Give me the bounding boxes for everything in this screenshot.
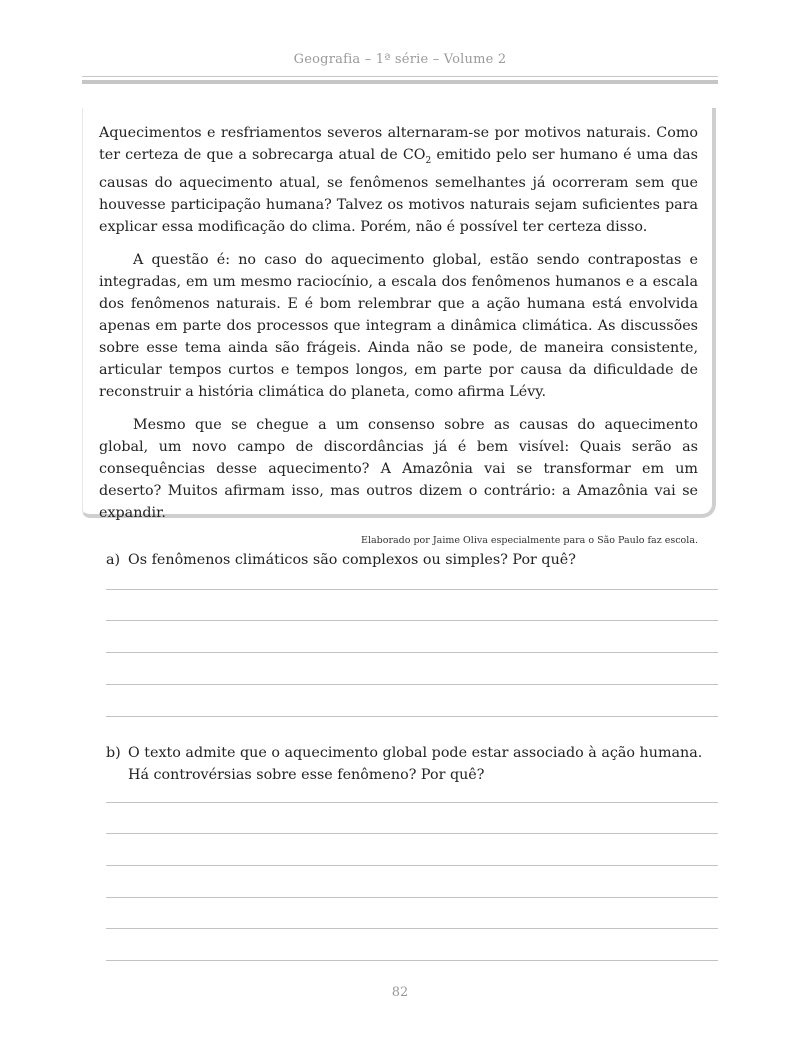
question-a [106,549,718,571]
header-rule-thin [82,76,718,77]
header-rule [82,76,718,84]
answer-line-a-2[interactable] [106,620,718,621]
question-a-text: Os fenômenos climáticos são complexos ou simples? Por quê? [128,552,576,568]
paragraph-2: A questão é: no caso do aquecimento global, estão sendo contrapostas e integradas, em um mesmo raciocínio, a escala dos fenômenos humanos e a escala dos fenômenos naturais. E é bom relembrar que a ação humana está envolvida apenas em parte dos processos que integram a dinâmica climática. As discussões sobre esse tema ainda são frágeis. Ainda não se pode, de maneira consistente, articular tempos curtos e tempos longos, em parte por causa da dificuldade de reconstruir a história climática do planeta, como afirma Lévy. [99,251,698,400]
answer-line-a-4[interactable] [106,684,718,685]
paragraph-1-part-b: emitido pelo ser humano é uma das causas do aquecimento atual, se fenômenos semelhantes já ocorreram sem que houvesse participação humana? Talvez os motivos naturais sejam suficientes para explicar essa modificação do clima. Porém, não é possível ter certeza disso. [99,147,698,235]
answer-line-a-5[interactable] [106,716,718,717]
page-number: 82 [391,985,409,1000]
reading-text-box [82,108,716,546]
source-credit: Elaborado por Jaime Oliva especialmente para o São Paulo faz escola. [361,534,698,546]
answer-line-b-2[interactable] [106,833,718,834]
co2-subscript: 2 [425,155,432,166]
answer-line-a-3[interactable] [106,652,718,653]
question-b [106,742,718,786]
question-a-letter: a) [106,552,121,568]
answer-line-b-1[interactable] [106,802,718,803]
answer-line-b-3[interactable] [106,865,718,866]
answer-line-b-4[interactable] [106,897,718,898]
question-b-letter: b) [106,745,121,761]
paragraph-3: Mesmo que se chegue a um consenso sobre as causas do aquecimento global, um novo campo de discordâncias já é bem visível: Quais serão as consequências desse aquecimento? A Amazônia vai se transformar em um deserto? Muitos afirmam isso, mas outros dizem o contrário: a Amazônia vai se expandir. [99,416,698,521]
running-header: Geografia – 1ª série – Volume 2 [293,52,507,67]
answer-line-a-1[interactable] [106,589,718,590]
answer-line-b-6[interactable] [106,960,718,961]
question-b-text: O texto admite que o aquecimento global pode estar associado à ação humana. Há controvérsias sobre esse fenômeno? Por quê? [128,745,703,783]
paragraph-1-part-a: Aquecimentos e resfriamentos severos alternaram-se por motivos naturais. Como ter certeza de que a sobrecarga atual de CO [99,125,698,163]
paragraph-1 [99,122,698,238]
header-rule-thick [82,80,718,84]
answer-line-b-5[interactable] [106,928,718,929]
